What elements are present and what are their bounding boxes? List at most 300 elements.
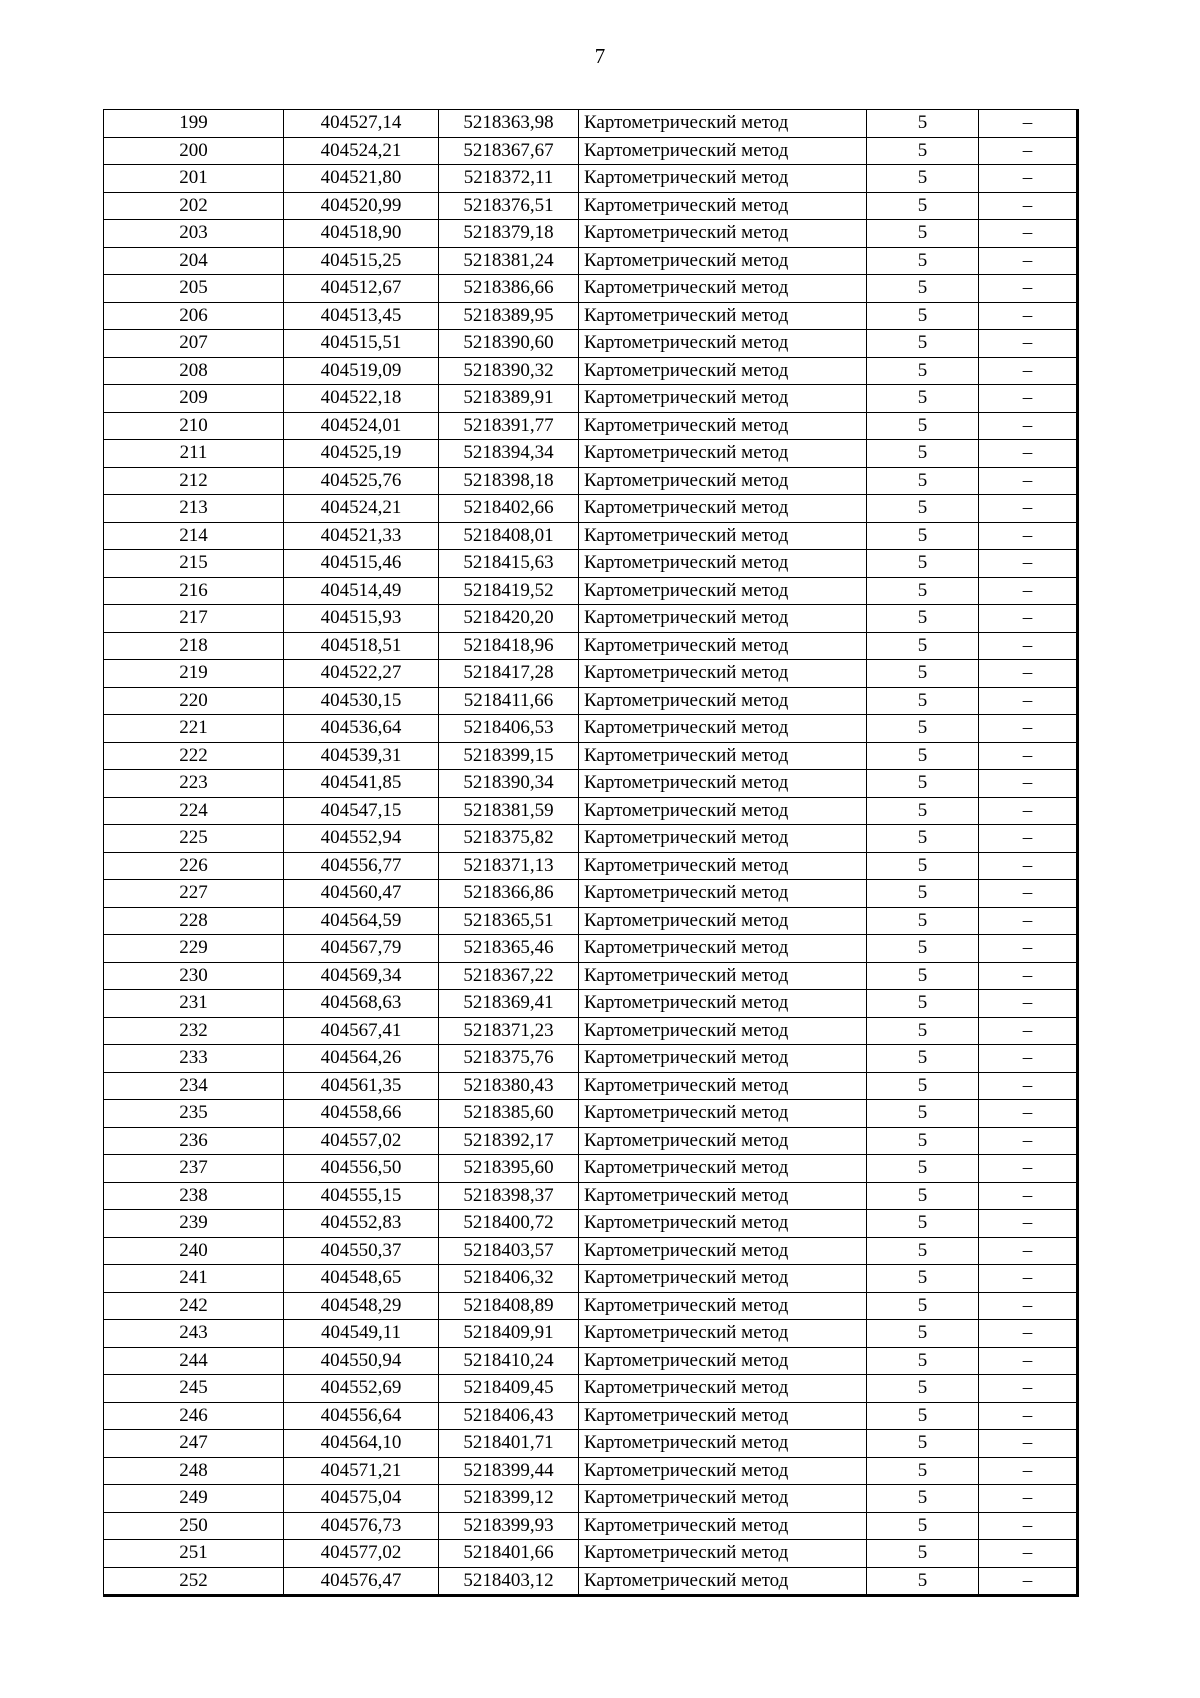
accuracy-cell: 5 [867,192,979,220]
x-coordinate-cell: 404567,79 [284,935,439,963]
table-row [104,660,1078,688]
table-row [104,1017,1078,1045]
table-row [104,440,1078,468]
method-cell: Картометрический метод [579,275,867,303]
accuracy-cell: 5 [867,1430,979,1458]
table-row [104,275,1078,303]
x-coordinate-cell: 404564,26 [284,1045,439,1073]
point-number-cell: 252 [104,1567,284,1596]
point-number-cell: 227 [104,880,284,908]
accuracy-cell: 5 [867,1017,979,1045]
table-row [104,412,1078,440]
x-coordinate-cell: 404518,90 [284,220,439,248]
point-number-cell: 240 [104,1237,284,1265]
method-cell: Картометрический метод [579,247,867,275]
method-cell: Картометрический метод [579,660,867,688]
note-cell: – [979,1237,1078,1265]
note-cell: – [979,660,1078,688]
method-cell: Картометрический метод [579,1265,867,1293]
y-coordinate-cell: 5218417,28 [439,660,579,688]
method-cell: Картометрический метод [579,1512,867,1540]
note-cell: – [979,330,1078,358]
note-cell: – [979,110,1078,138]
note-cell: – [979,522,1078,550]
y-coordinate-cell: 5218375,82 [439,825,579,853]
point-number-cell: 239 [104,1210,284,1238]
method-cell: Картометрический метод [579,1347,867,1375]
x-coordinate-cell: 404539,31 [284,742,439,770]
point-number-cell: 203 [104,220,284,248]
note-cell: – [979,1072,1078,1100]
note-cell: – [979,220,1078,248]
y-coordinate-cell: 5218403,57 [439,1237,579,1265]
table-row [104,577,1078,605]
table-row [104,1237,1078,1265]
accuracy-cell: 5 [867,962,979,990]
accuracy-cell: 5 [867,220,979,248]
y-coordinate-cell: 5218376,51 [439,192,579,220]
accuracy-cell: 5 [867,1540,979,1568]
method-cell: Картометрический метод [579,770,867,798]
accuracy-cell: 5 [867,1045,979,1073]
table-row [104,247,1078,275]
method-cell: Картометрический метод [579,605,867,633]
y-coordinate-cell: 5218406,43 [439,1402,579,1430]
y-coordinate-cell: 5218398,37 [439,1182,579,1210]
y-coordinate-cell: 5218390,60 [439,330,579,358]
y-coordinate-cell: 5218399,15 [439,742,579,770]
accuracy-cell: 5 [867,1292,979,1320]
accuracy-cell: 5 [867,495,979,523]
y-coordinate-cell: 5218399,12 [439,1485,579,1513]
y-coordinate-cell: 5218415,63 [439,550,579,578]
note-cell: – [979,1540,1078,1568]
x-coordinate-cell: 404556,64 [284,1402,439,1430]
point-number-cell: 214 [104,522,284,550]
accuracy-cell: 5 [867,1072,979,1100]
x-coordinate-cell: 404521,33 [284,522,439,550]
table-row [104,935,1078,963]
accuracy-cell: 5 [867,1320,979,1348]
note-cell: – [979,1155,1078,1183]
method-cell: Картометрический метод [579,1017,867,1045]
point-number-cell: 207 [104,330,284,358]
y-coordinate-cell: 5218406,32 [439,1265,579,1293]
note-cell: – [979,412,1078,440]
x-coordinate-cell: 404527,14 [284,110,439,138]
point-number-cell: 213 [104,495,284,523]
point-number-cell: 219 [104,660,284,688]
method-cell: Картометрический метод [579,1567,867,1596]
accuracy-cell: 5 [867,1375,979,1403]
point-number-cell: 217 [104,605,284,633]
table-row [104,1265,1078,1293]
method-cell: Картометрический метод [579,687,867,715]
method-cell: Картометрический метод [579,632,867,660]
note-cell: – [979,825,1078,853]
accuracy-cell: 5 [867,1457,979,1485]
table-row [104,1127,1078,1155]
x-coordinate-cell: 404519,09 [284,357,439,385]
accuracy-cell: 5 [867,1265,979,1293]
note-cell: – [979,467,1078,495]
note-cell: – [979,935,1078,963]
accuracy-cell: 5 [867,1567,979,1596]
note-cell: – [979,687,1078,715]
method-cell: Картометрический метод [579,907,867,935]
note-cell: – [979,192,1078,220]
x-coordinate-cell: 404547,15 [284,797,439,825]
note-cell: – [979,385,1078,413]
point-number-cell: 218 [104,632,284,660]
note-cell: – [979,302,1078,330]
y-coordinate-cell: 5218385,60 [439,1100,579,1128]
table-row [104,1457,1078,1485]
y-coordinate-cell: 5218380,43 [439,1072,579,1100]
method-cell: Картометрический метод [579,1292,867,1320]
method-cell: Картометрический метод [579,1127,867,1155]
y-coordinate-cell: 5218375,76 [439,1045,579,1073]
method-cell: Картометрический метод [579,137,867,165]
note-cell: – [979,907,1078,935]
table-row [104,1100,1078,1128]
note-cell: – [979,577,1078,605]
x-coordinate-cell: 404569,34 [284,962,439,990]
x-coordinate-cell: 404521,80 [284,165,439,193]
point-number-cell: 206 [104,302,284,330]
point-number-cell: 241 [104,1265,284,1293]
y-coordinate-cell: 5218392,17 [439,1127,579,1155]
method-cell: Картометрический метод [579,742,867,770]
point-number-cell: 231 [104,990,284,1018]
y-coordinate-cell: 5218369,41 [439,990,579,1018]
x-coordinate-cell: 404513,45 [284,302,439,330]
note-cell: – [979,715,1078,743]
y-coordinate-cell: 5218402,66 [439,495,579,523]
x-coordinate-cell: 404552,69 [284,1375,439,1403]
accuracy-cell: 5 [867,275,979,303]
method-cell: Картометрический метод [579,1045,867,1073]
table-row [104,330,1078,358]
page-number: 7 [594,44,606,68]
x-coordinate-cell: 404522,18 [284,385,439,413]
accuracy-cell: 5 [867,1155,979,1183]
x-coordinate-cell: 404571,21 [284,1457,439,1485]
table-row [104,1347,1078,1375]
table-row [104,770,1078,798]
accuracy-cell: 5 [867,687,979,715]
point-number-cell: 209 [104,385,284,413]
y-coordinate-cell: 5218410,24 [439,1347,579,1375]
note-cell: – [979,1292,1078,1320]
accuracy-cell: 5 [867,330,979,358]
note-cell: – [979,1320,1078,1348]
accuracy-cell: 5 [867,412,979,440]
accuracy-cell: 5 [867,825,979,853]
x-coordinate-cell: 404520,99 [284,192,439,220]
x-coordinate-cell: 404525,76 [284,467,439,495]
x-coordinate-cell: 404564,59 [284,907,439,935]
table-row [104,1567,1078,1596]
note-cell: – [979,275,1078,303]
note-cell: – [979,247,1078,275]
table-row [104,302,1078,330]
accuracy-cell: 5 [867,247,979,275]
y-coordinate-cell: 5218379,18 [439,220,579,248]
point-number-cell: 236 [104,1127,284,1155]
y-coordinate-cell: 5218400,72 [439,1210,579,1238]
accuracy-cell: 5 [867,797,979,825]
point-number-cell: 199 [104,110,284,138]
method-cell: Картометрический метод [579,550,867,578]
method-cell: Картометрический метод [579,412,867,440]
method-cell: Картометрический метод [579,330,867,358]
point-number-cell: 201 [104,165,284,193]
point-number-cell: 205 [104,275,284,303]
table-row [104,110,1078,138]
y-coordinate-cell: 5218363,98 [439,110,579,138]
table-row [104,165,1078,193]
method-cell: Картометрический метод [579,440,867,468]
accuracy-cell: 5 [867,1237,979,1265]
point-number-cell: 245 [104,1375,284,1403]
accuracy-cell: 5 [867,880,979,908]
x-coordinate-cell: 404515,93 [284,605,439,633]
x-coordinate-cell: 404558,66 [284,1100,439,1128]
method-cell: Картометрический метод [579,1072,867,1100]
x-coordinate-cell: 404536,64 [284,715,439,743]
method-cell: Картометрический метод [579,715,867,743]
note-cell: – [979,852,1078,880]
note-cell: – [979,1100,1078,1128]
note-cell: – [979,1182,1078,1210]
accuracy-cell: 5 [867,742,979,770]
table-row [104,385,1078,413]
note-cell: – [979,165,1078,193]
note-cell: – [979,1402,1078,1430]
point-number-cell: 222 [104,742,284,770]
x-coordinate-cell: 404518,51 [284,632,439,660]
note-cell: – [979,990,1078,1018]
table-row [104,495,1078,523]
method-cell: Картометрический метод [579,302,867,330]
table-row [104,220,1078,248]
y-coordinate-cell: 5218419,52 [439,577,579,605]
y-coordinate-cell: 5218418,96 [439,632,579,660]
table-row [104,1210,1078,1238]
y-coordinate-cell: 5218411,66 [439,687,579,715]
y-coordinate-cell: 5218371,13 [439,852,579,880]
point-number-cell: 230 [104,962,284,990]
point-number-cell: 244 [104,1347,284,1375]
table-row [104,550,1078,578]
point-number-cell: 235 [104,1100,284,1128]
method-cell: Картометрический метод [579,1155,867,1183]
y-coordinate-cell: 5218395,60 [439,1155,579,1183]
x-coordinate-cell: 404556,50 [284,1155,439,1183]
point-number-cell: 251 [104,1540,284,1568]
method-cell: Картометрический метод [579,357,867,385]
point-number-cell: 215 [104,550,284,578]
point-number-cell: 250 [104,1512,284,1540]
method-cell: Картометрический метод [579,110,867,138]
table-row [104,467,1078,495]
point-number-cell: 228 [104,907,284,935]
x-coordinate-cell: 404564,10 [284,1430,439,1458]
method-cell: Картометрический метод [579,880,867,908]
note-cell: – [979,1485,1078,1513]
accuracy-cell: 5 [867,137,979,165]
y-coordinate-cell: 5218403,12 [439,1567,579,1596]
note-cell: – [979,1375,1078,1403]
y-coordinate-cell: 5218390,34 [439,770,579,798]
note-cell: – [979,1017,1078,1045]
x-coordinate-cell: 404550,94 [284,1347,439,1375]
y-coordinate-cell: 5218372,11 [439,165,579,193]
y-coordinate-cell: 5218367,22 [439,962,579,990]
accuracy-cell: 5 [867,577,979,605]
y-coordinate-cell: 5218408,89 [439,1292,579,1320]
note-cell: – [979,1512,1078,1540]
accuracy-cell: 5 [867,1512,979,1540]
note-cell: – [979,797,1078,825]
method-cell: Картометрический метод [579,220,867,248]
accuracy-cell: 5 [867,935,979,963]
x-coordinate-cell: 404555,15 [284,1182,439,1210]
x-coordinate-cell: 404524,21 [284,495,439,523]
point-number-cell: 237 [104,1155,284,1183]
accuracy-cell: 5 [867,522,979,550]
x-coordinate-cell: 404556,77 [284,852,439,880]
method-cell: Картометрический метод [579,797,867,825]
y-coordinate-cell: 5218409,91 [439,1320,579,1348]
method-cell: Картометрический метод [579,990,867,1018]
table-row [104,192,1078,220]
method-cell: Картометрический метод [579,1210,867,1238]
note-cell: – [979,632,1078,660]
point-number-cell: 223 [104,770,284,798]
note-cell: – [979,1127,1078,1155]
y-coordinate-cell: 5218409,45 [439,1375,579,1403]
table-row [104,357,1078,385]
method-cell: Картометрический метод [579,852,867,880]
point-number-cell: 210 [104,412,284,440]
accuracy-cell: 5 [867,1182,979,1210]
note-cell: – [979,770,1078,798]
x-coordinate-cell: 404512,67 [284,275,439,303]
point-number-cell: 208 [104,357,284,385]
point-number-cell: 212 [104,467,284,495]
coordinates-table [103,109,1079,1597]
table-row [104,1072,1078,1100]
y-coordinate-cell: 5218401,66 [439,1540,579,1568]
table-row [104,687,1078,715]
accuracy-cell: 5 [867,467,979,495]
note-cell: – [979,495,1078,523]
point-number-cell: 238 [104,1182,284,1210]
y-coordinate-cell: 5218386,66 [439,275,579,303]
accuracy-cell: 5 [867,852,979,880]
x-coordinate-cell: 404561,35 [284,1072,439,1100]
method-cell: Картометрический метод [579,1320,867,1348]
x-coordinate-cell: 404576,73 [284,1512,439,1540]
x-coordinate-cell: 404524,01 [284,412,439,440]
x-coordinate-cell: 404576,47 [284,1567,439,1596]
note-cell: – [979,137,1078,165]
point-number-cell: 234 [104,1072,284,1100]
table-row [104,715,1078,743]
y-coordinate-cell: 5218390,32 [439,357,579,385]
table-row [104,632,1078,660]
method-cell: Картометрический метод [579,1540,867,1568]
point-number-cell: 229 [104,935,284,963]
y-coordinate-cell: 5218366,86 [439,880,579,908]
point-number-cell: 224 [104,797,284,825]
y-coordinate-cell: 5218398,18 [439,467,579,495]
accuracy-cell: 5 [867,302,979,330]
x-coordinate-cell: 404530,15 [284,687,439,715]
y-coordinate-cell: 5218389,95 [439,302,579,330]
method-cell: Картометрический метод [579,577,867,605]
note-cell: – [979,440,1078,468]
x-coordinate-cell: 404552,94 [284,825,439,853]
note-cell: – [979,357,1078,385]
accuracy-cell: 5 [867,357,979,385]
table-row [104,852,1078,880]
note-cell: – [979,1347,1078,1375]
table-row [104,1430,1078,1458]
point-number-cell: 248 [104,1457,284,1485]
accuracy-cell: 5 [867,550,979,578]
point-number-cell: 211 [104,440,284,468]
point-number-cell: 249 [104,1485,284,1513]
accuracy-cell: 5 [867,660,979,688]
y-coordinate-cell: 5218391,77 [439,412,579,440]
table-row [104,1375,1078,1403]
point-number-cell: 204 [104,247,284,275]
table-row [104,1402,1078,1430]
accuracy-cell: 5 [867,1100,979,1128]
accuracy-cell: 5 [867,165,979,193]
table-row [104,1155,1078,1183]
method-cell: Картометрический метод [579,825,867,853]
table-row [104,605,1078,633]
accuracy-cell: 5 [867,632,979,660]
x-coordinate-cell: 404560,47 [284,880,439,908]
method-cell: Картометрический метод [579,935,867,963]
y-coordinate-cell: 5218381,24 [439,247,579,275]
x-coordinate-cell: 404514,49 [284,577,439,605]
x-coordinate-cell: 404548,65 [284,1265,439,1293]
accuracy-cell: 5 [867,385,979,413]
point-number-cell: 232 [104,1017,284,1045]
x-coordinate-cell: 404552,83 [284,1210,439,1238]
method-cell: Картометрический метод [579,1237,867,1265]
note-cell: – [979,1045,1078,1073]
x-coordinate-cell: 404549,11 [284,1320,439,1348]
accuracy-cell: 5 [867,1210,979,1238]
table-row [104,1182,1078,1210]
point-number-cell: 247 [104,1430,284,1458]
point-number-cell: 233 [104,1045,284,1073]
accuracy-cell: 5 [867,1347,979,1375]
x-coordinate-cell: 404525,19 [284,440,439,468]
method-cell: Картометрический метод [579,165,867,193]
note-cell: – [979,1457,1078,1485]
point-number-cell: 226 [104,852,284,880]
accuracy-cell: 5 [867,715,979,743]
method-cell: Картометрический метод [579,962,867,990]
